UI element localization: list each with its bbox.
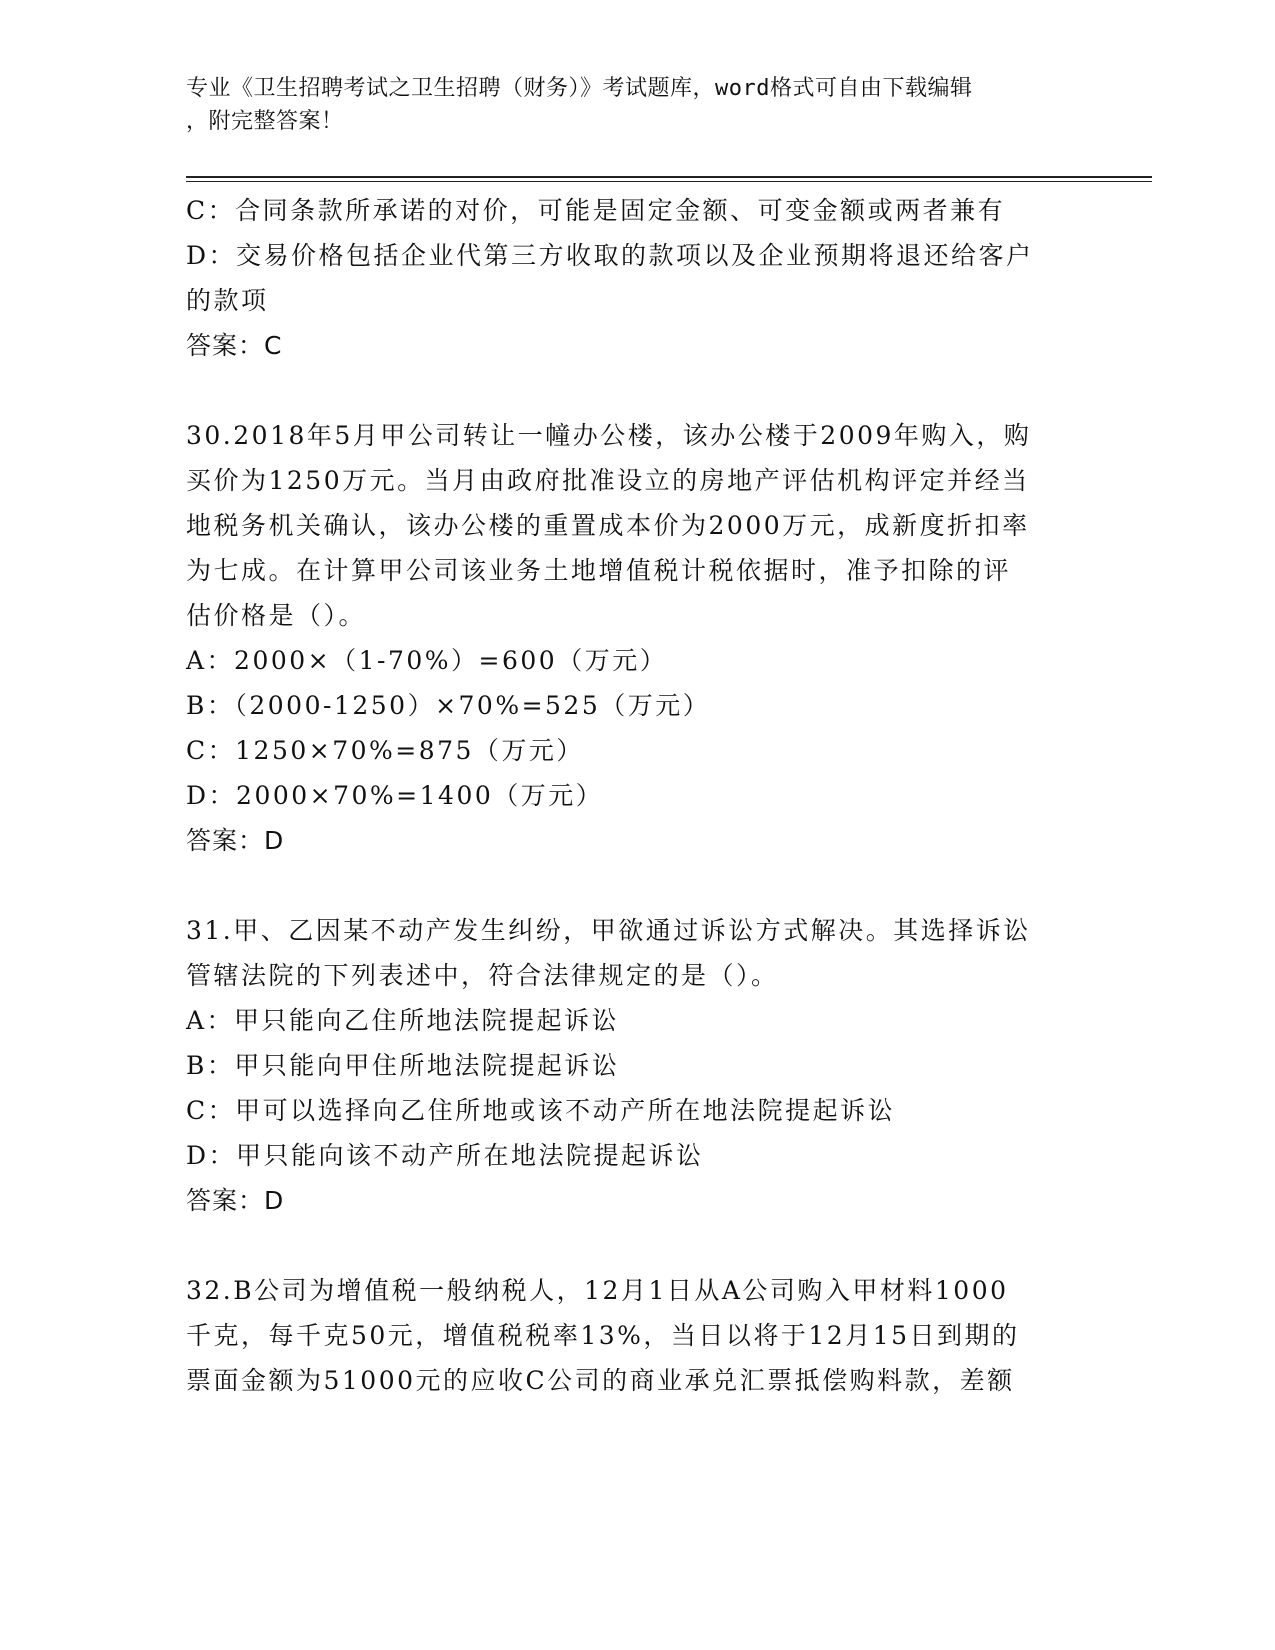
option-d: D：交易价格包括企业代第三方收取的款项以及企业预期将退还给客户 — [186, 241, 1034, 270]
question-stem-line: 31.甲、乙因某不动产发生纠纷，甲欲通过诉讼方式解决。其选择诉讼 — [186, 916, 1031, 945]
option-a: A：2000×（1-70%）=600（万元） — [186, 646, 668, 675]
option-d: D：2000×70%=1400（万元） — [186, 781, 604, 810]
question-content — [186, 188, 1066, 1403]
spacer — [186, 1223, 1066, 1268]
option-a: A：甲只能向乙住所地法院提起诉讼 — [186, 1006, 620, 1035]
answer-label: 答案：D — [186, 1186, 285, 1215]
option-c: C：合同条款所承诺的对价，可能是固定金额、可变金额或两者兼有 — [186, 196, 1006, 225]
question-stem-line: 千克，每千克50元，增值税税率13%，当日以将于12月15日到期的 — [186, 1321, 1020, 1350]
question-stem-line: 30.2018年5月甲公司转让一幢办公楼，该办公楼于2009年购入，购 — [186, 421, 1032, 450]
option-c: C：甲可以选择向乙住所地或该不动产所在地法院提起诉讼 — [186, 1096, 896, 1125]
question-stem-line: 估价格是（）。 — [186, 601, 367, 630]
question-stem-line: 地税务机关确认，该办公楼的重置成本价为2000万元，成新度折扣率 — [186, 511, 1030, 540]
question-stem-line: 票面金额为51000元的应收C公司的商业承兑汇票抵偿购料款，差额 — [186, 1366, 1015, 1395]
option-d: D：甲只能向该不动产所在地法院提起诉讼 — [186, 1141, 704, 1170]
answer-label: 答案：D — [186, 826, 285, 855]
option-d-continued: 的款项 — [186, 286, 269, 315]
question-stem-line: 管辖法院的下列表述中，符合法律规定的是（）。 — [186, 961, 779, 990]
question-stem-line: 为七成。在计算甲公司该业务土地增值税计税依据时，准予扣除的评 — [186, 556, 1012, 585]
question-32 — [186, 1268, 1066, 1403]
question-30 — [186, 413, 1066, 863]
option-c: C：1250×70%=875（万元） — [186, 736, 584, 765]
header-line-2: ，附完整答案！ — [186, 109, 344, 134]
header-divider — [186, 176, 1152, 182]
previous-question-tail — [186, 188, 1066, 368]
answer-label: 答案：C — [186, 331, 283, 360]
option-b: B：（2000-1250）×70%=525（万元） — [186, 691, 711, 720]
option-b: B：甲只能向甲住所地法院提起诉讼 — [186, 1051, 620, 1080]
spacer — [186, 368, 1066, 413]
question-stem-line: 32.B公司为增值税一般纳税人，12月1日从A公司购入甲材料1000 — [186, 1276, 1009, 1305]
header-line-1: 专业《卫生招聘考试之卫生招聘（财务）》考试题库，word格式可自由下载编辑 — [186, 76, 973, 101]
question-stem-line: 买价为1250万元。当月由政府批准设立的房地产评估机构评定并经当 — [186, 466, 1030, 495]
question-31 — [186, 908, 1066, 1223]
page-header — [186, 72, 1066, 138]
spacer — [186, 863, 1066, 908]
